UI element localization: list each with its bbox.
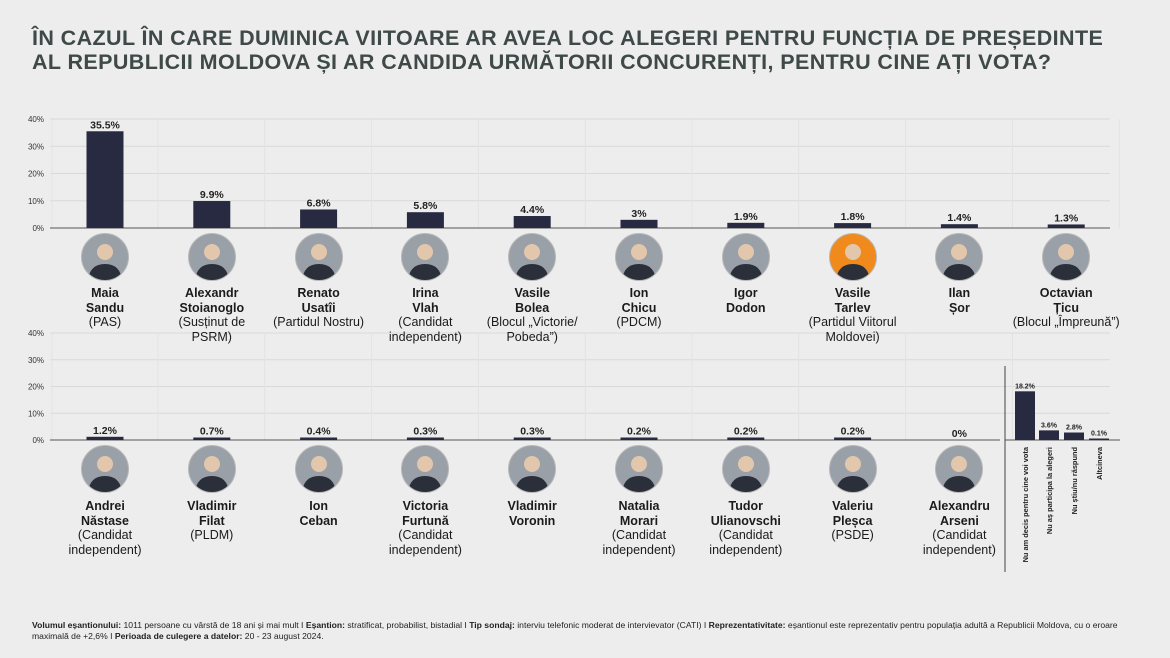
candidate-label (584, 499, 694, 557)
candidate-last-name: Ulianovschi (710, 513, 781, 528)
bar (514, 438, 551, 441)
y-tick-label: 30% (27, 355, 44, 365)
bar (193, 438, 230, 441)
candidate-party: (PDCM) (616, 315, 662, 329)
footer-val-sampling: stratificat, probabilist, bistadial I (345, 620, 470, 630)
bar (1048, 224, 1085, 228)
candidate-label (264, 499, 374, 528)
bar (300, 209, 337, 228)
candidate-last-name: Usatîi (301, 300, 336, 315)
candidate-party: (Blocul „Victorie/ Pobeda”) (486, 315, 578, 344)
candidate-first-name: Ion (629, 286, 649, 300)
bar-value-label: 1.4% (947, 212, 972, 225)
y-tick-label: 10% (27, 196, 44, 206)
y-tick-label: 20% (27, 382, 44, 392)
y-tick-label: 40% (27, 329, 44, 338)
bar-value-label: 4.4% (520, 204, 545, 217)
candidate-label (264, 286, 374, 330)
candidate-first-name: Ion (309, 499, 328, 513)
candidate-party: (Candidat independent) (388, 315, 462, 344)
footer-key-survey-type: Tip sondaj: (469, 620, 515, 630)
candidate-first-name: Renato (297, 286, 340, 300)
person-avatar-icon (829, 233, 877, 281)
bar-value-label: 35.5% (90, 119, 120, 132)
candidate-first-name: Andrei (85, 499, 125, 513)
page-title: ÎN CAZUL ÎN CARE DUMINICA VIITOARE AR AVEA LOC ALEGERI PENTRU FUNCȚIA DE PREȘEDINTE AL REPUBLICII MOLDOVA ȘI AR CANDIDA URMĂTORII CONCURENȚI, PENTRU CINE AȚI VOTA? (32, 26, 1104, 74)
bar-value-label: 0.1% (1091, 430, 1107, 438)
candidate-first-name: Vasile (834, 286, 871, 300)
bar (1064, 433, 1084, 440)
candidate-party: (Candidat independent) (922, 528, 996, 557)
bar (727, 223, 764, 228)
bar (1039, 430, 1059, 440)
candidate-last-name: Sandu (85, 300, 125, 315)
candidate-label (50, 286, 160, 330)
candidate-last-name: Bolea (515, 300, 550, 315)
category-label: Nu aș participa la alegeri (1045, 447, 1054, 535)
y-tick-label: 0% (32, 436, 44, 445)
bar-value-label: 2.8% (1066, 424, 1082, 432)
bar (87, 437, 124, 440)
bar-value-label: 0.3% (413, 425, 438, 438)
bar (514, 216, 551, 228)
y-tick-label: 20% (27, 169, 44, 179)
candidate-last-name: Năstase (81, 513, 129, 528)
candidate-party: (Partidul Viitorul Moldovei) (808, 315, 897, 344)
y-tick-label: 30% (27, 142, 44, 152)
candidate-label (157, 286, 267, 344)
bar (621, 438, 658, 441)
footer-key-period: Perioada de culegere a datelor: (114, 631, 243, 641)
bar-value-label: 3.6% (1041, 422, 1057, 430)
person-avatar-icon (295, 445, 343, 493)
bar-value-label: 3% (631, 207, 647, 220)
bar-value-label: 1.2% (93, 424, 117, 437)
candidate-party: (PSDE) (831, 528, 874, 542)
footer-val-period: 20 - 23 august 2024. (242, 631, 324, 641)
bar (407, 212, 444, 228)
candidate-party: (Candidat independent) (388, 528, 462, 557)
methodology-footer (32, 620, 1142, 642)
y-tick-label: 10% (27, 409, 44, 419)
candidate-first-name: Ilan (948, 286, 971, 300)
candidate-party: (Candidat independent) (602, 528, 676, 557)
bar-value-label: 18.2% (1015, 383, 1035, 391)
footer-key-sample: Volumul eșantionului: (32, 620, 122, 630)
candidate-first-name: Alexandr (185, 286, 239, 300)
candidate-label (50, 499, 160, 557)
candidate-first-name: Vladimir (187, 499, 237, 513)
candidate-label (370, 286, 480, 344)
bar-value-label: 6.8% (306, 197, 331, 210)
candidate-last-name: Chicu (621, 300, 657, 315)
person-avatar-icon (188, 233, 236, 281)
person-avatar-icon (829, 445, 877, 493)
candidate-label (798, 499, 908, 543)
bar-value-label: 1.9% (733, 210, 758, 223)
bar (87, 131, 124, 228)
bar (300, 438, 337, 441)
candidate-last-name: Țicu (1053, 300, 1080, 315)
category-label: Altcineva (1095, 447, 1104, 480)
person-avatar-icon (722, 445, 770, 493)
candidate-label (904, 499, 1014, 557)
candidate-last-name: Ceban (299, 513, 338, 528)
bar (621, 220, 658, 228)
candidate-first-name: Victoria (402, 499, 449, 513)
candidate-label (477, 286, 587, 344)
y-tick-label: 0% (32, 224, 44, 233)
candidate-party: (PLDM) (190, 528, 234, 542)
candidate-last-name: Șor (948, 300, 970, 315)
candidate-label (370, 499, 480, 557)
bar (1015, 391, 1035, 440)
candidate-label (1011, 286, 1121, 330)
candidate-party: (Blocul „Împreună”) (1012, 315, 1120, 329)
bar-value-label: 1.3% (1054, 212, 1079, 225)
person-avatar-icon (81, 233, 129, 281)
candidate-last-name: Filat (198, 513, 225, 528)
candidate-first-name: Igor (733, 286, 758, 300)
candidate-party: (Candidat independent) (709, 528, 783, 557)
bar-value-label: 0.2% (733, 425, 758, 438)
candidate-last-name: Pleșca (832, 513, 873, 528)
person-avatar-icon (295, 233, 343, 281)
candidate-first-name: Alexandru (928, 499, 990, 513)
bar (727, 438, 764, 441)
person-avatar-icon (508, 233, 556, 281)
candidate-first-name: Maia (91, 286, 119, 300)
bar (834, 438, 871, 441)
person-avatar-icon (1042, 233, 1090, 281)
person-avatar-icon (615, 233, 663, 281)
bar-value-label: 9.9% (199, 189, 224, 202)
bar-value-label: 0.3% (520, 425, 545, 438)
candidate-party: (Partidul Nostru) (273, 315, 365, 329)
bar-value-label: 0.2% (627, 425, 651, 438)
candidate-label (798, 286, 908, 344)
person-avatar-icon (508, 445, 556, 493)
category-label: Nu am decis pentru cine voi vota (1021, 447, 1030, 563)
footer-val-survey-type: interviu telefonic moderat de intervievator (CATI) I (514, 620, 709, 630)
footer-key-representativeness: Reprezentativitate: (708, 620, 786, 630)
person-avatar-icon (188, 445, 236, 493)
candidate-first-name: Tudor (728, 499, 764, 513)
bar-value-label: 0% (951, 428, 967, 440)
candidate-last-name: Arseni (939, 513, 979, 528)
candidate-label (691, 499, 801, 557)
candidate-party: (Susținut de PSRM) (178, 315, 246, 344)
candidate-last-name: Vlah (412, 300, 439, 315)
bar-value-label: 1.8% (840, 211, 865, 224)
candidate-label (904, 286, 1014, 315)
footer-key-sampling: Eșantion: (305, 620, 345, 630)
bar (407, 438, 444, 441)
person-avatar-icon (81, 445, 129, 493)
bar-value-label: 0.7% (199, 425, 224, 438)
candidate-last-name: Tarlev (834, 300, 871, 315)
bar-value-label: 5.8% (413, 200, 438, 213)
bar (193, 201, 230, 228)
candidate-first-name: Vasile (514, 286, 550, 300)
bar (941, 224, 978, 228)
candidate-first-name: Irina (412, 286, 439, 300)
bar-value-label: 0.4% (306, 425, 331, 438)
footer-val-representativeness: eșantionul este reprezentativ pentru populația adultă a Republicii Moldova, cu o eroare maximală de +2,6% I (32, 620, 1118, 641)
y-tick-label: 40% (27, 115, 44, 124)
bar-value-label: 0.2% (840, 425, 865, 438)
candidate-label (691, 286, 801, 315)
bar (834, 223, 871, 228)
person-avatar-icon (722, 233, 770, 281)
candidate-label (584, 286, 694, 330)
candidate-label (477, 499, 587, 528)
candidate-first-name: Octavian (1039, 286, 1093, 300)
candidate-last-name: Stoianoglo (179, 300, 245, 315)
candidate-first-name: Valeriu (832, 499, 874, 513)
candidate-label (157, 499, 267, 543)
candidate-first-name: Natalia (618, 499, 660, 513)
candidate-last-name: Dodon (726, 300, 766, 315)
candidate-first-name: Vladimir (507, 499, 557, 513)
candidate-last-name: Voronin (509, 513, 556, 528)
candidate-last-name: Furtună (402, 513, 449, 528)
bar (1089, 439, 1109, 441)
candidate-party: (Candidat independent) (68, 528, 142, 557)
footer-val-sample: 1011 persoane cu vârstă de 18 ani și mai mult I (121, 620, 306, 630)
person-avatar-icon (615, 445, 663, 493)
category-label: Nu știu/nu răspund (1070, 447, 1079, 515)
candidate-last-name: Morari (619, 513, 659, 528)
candidate-party: (PAS) (88, 315, 122, 329)
